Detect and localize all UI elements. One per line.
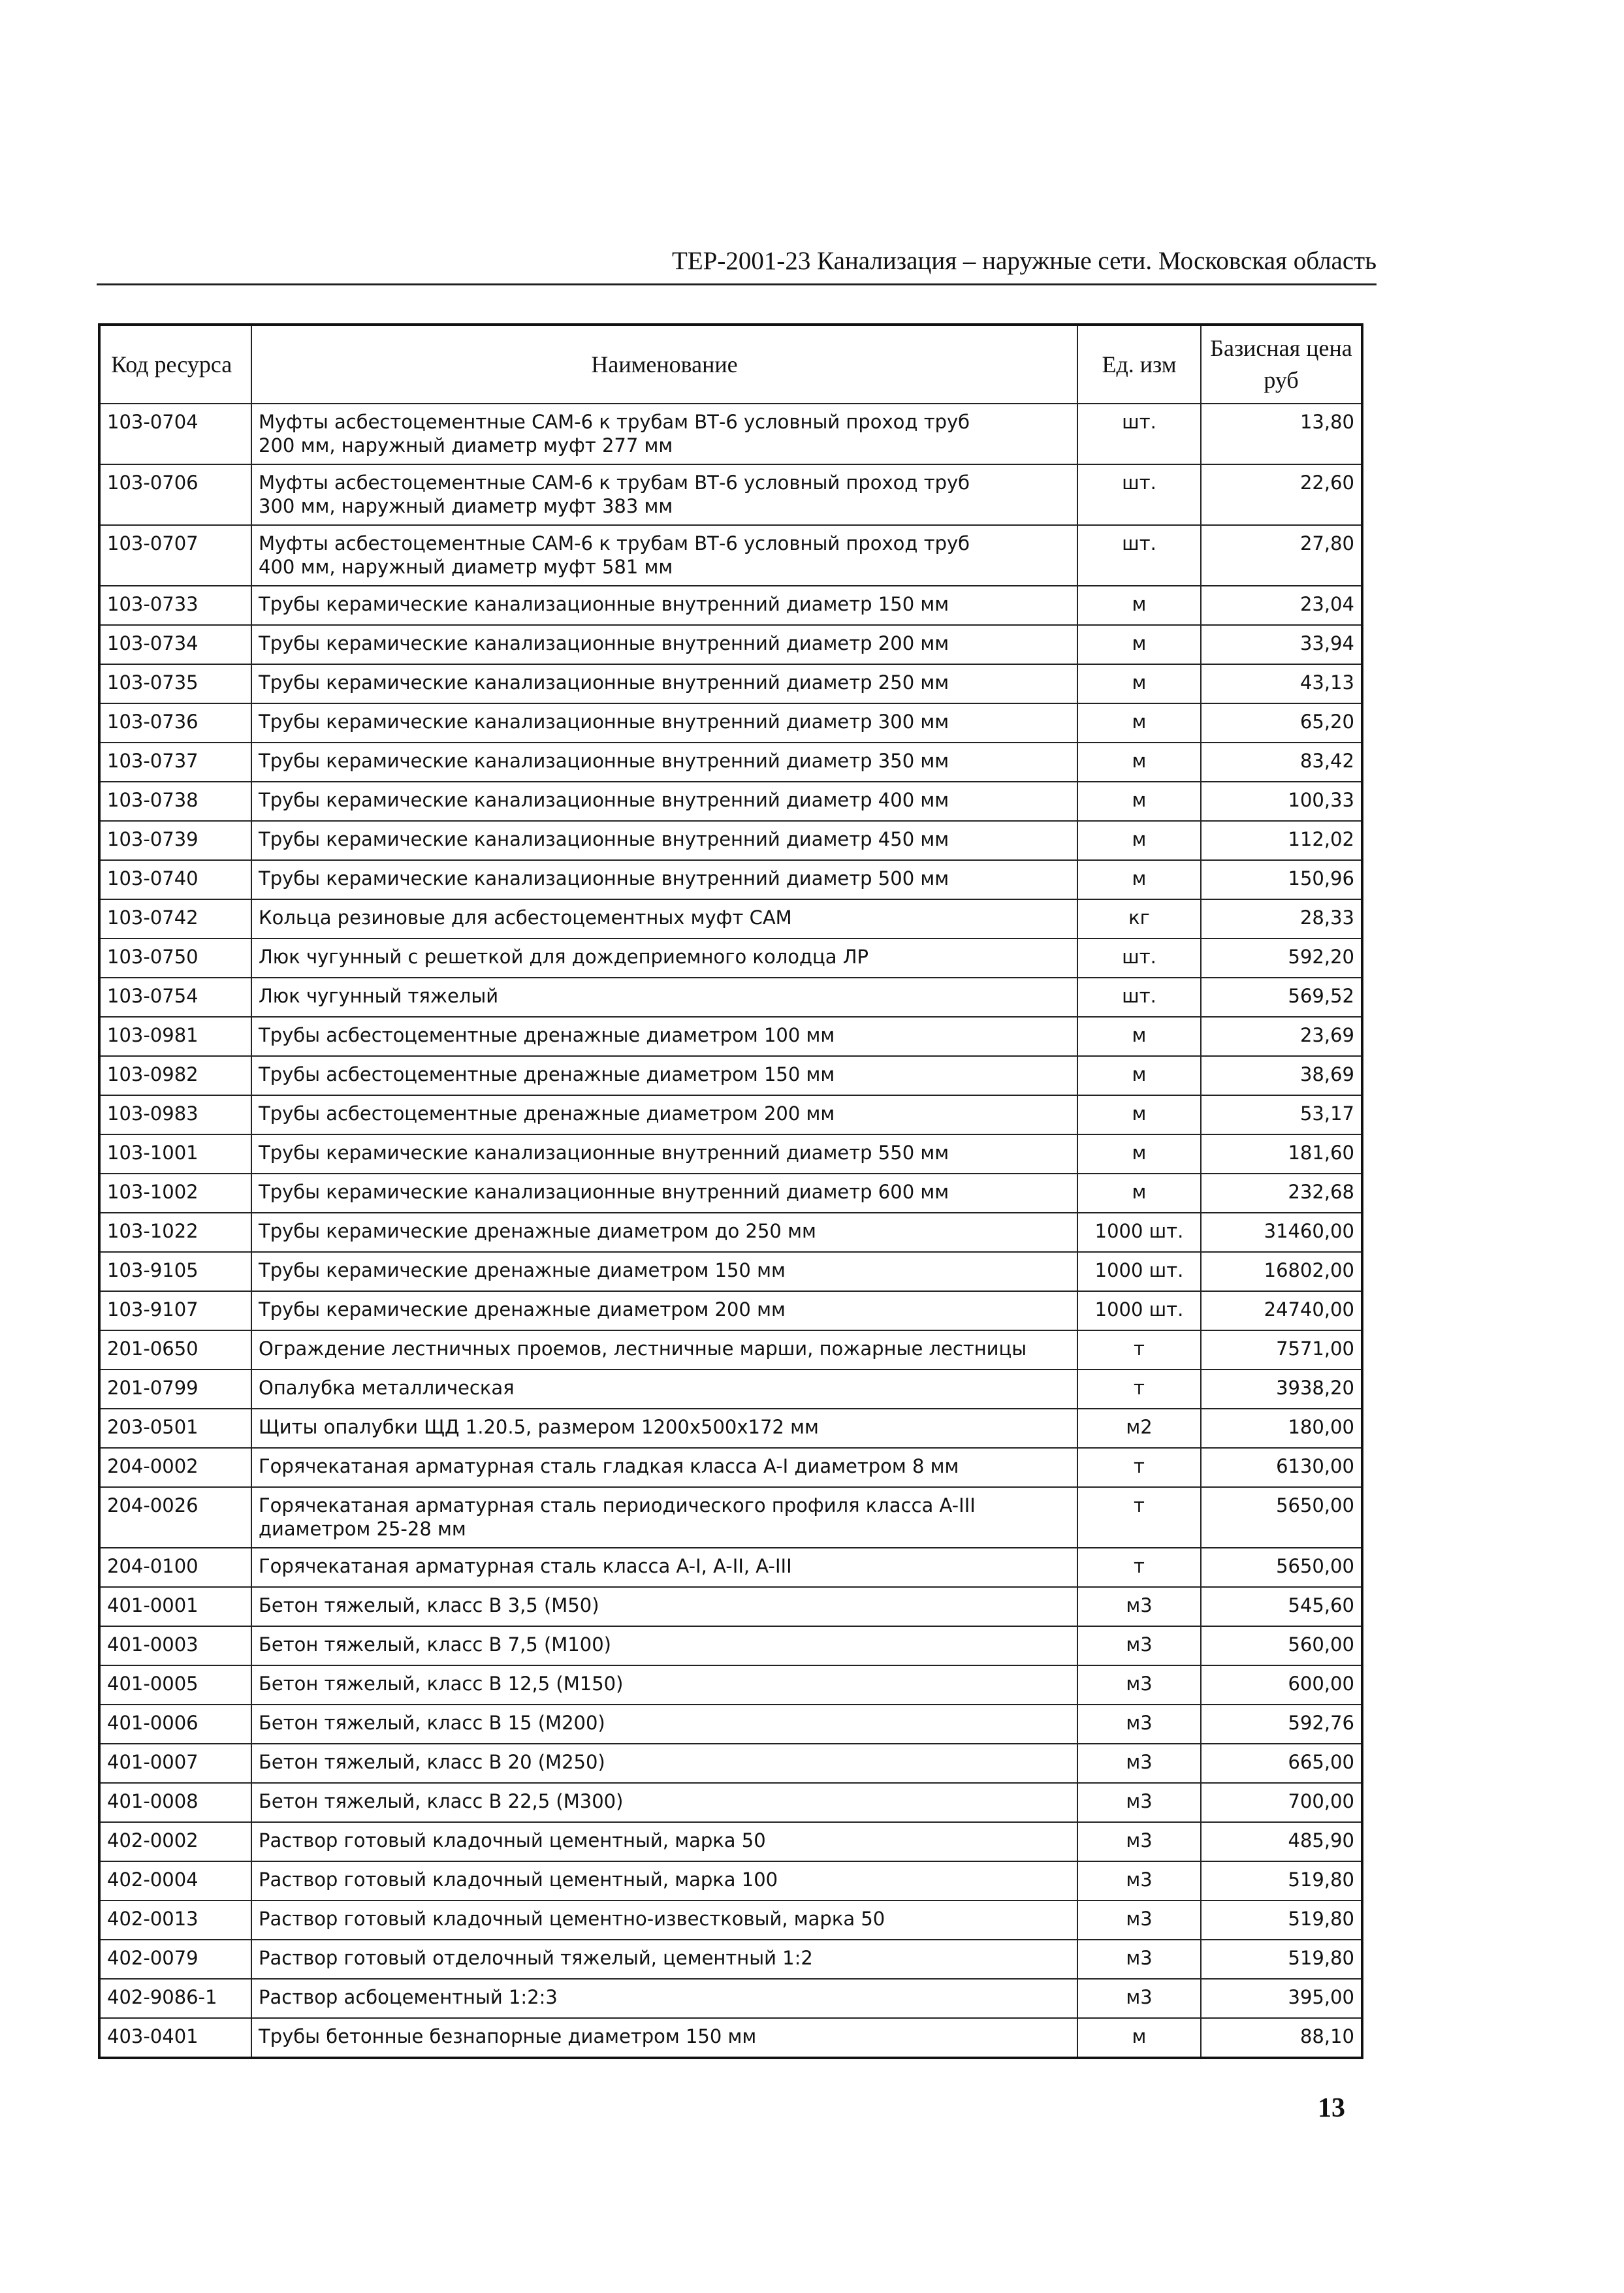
cell-code: 103-0736 [99, 703, 251, 743]
cell-name: Щиты опалубки ЩД 1.20.5, размером 1200х500х172 мм [251, 1409, 1077, 1448]
column-header-price [1201, 325, 1362, 404]
cell-code: 401-0005 [99, 1665, 251, 1705]
table-row [99, 404, 1362, 464]
cell-code: 401-0001 [99, 1587, 251, 1626]
cell-name: Трубы керамические канализационные внутренний диаметр 350 мм [251, 743, 1077, 782]
cell-unit: кг [1077, 899, 1201, 938]
cell-unit: м3 [1077, 1587, 1201, 1626]
table-row [99, 1665, 1362, 1705]
cell-name: Муфты асбестоцементные САМ-6 к трубам ВТ-6 условный проход труб 200 мм, наружный диаметр муфт 277 мм [251, 404, 1077, 464]
cell-code: 103-0704 [99, 404, 251, 464]
cell-name: Трубы керамические канализационные внутренний диаметр 300 мм [251, 703, 1077, 743]
cell-code: 103-0734 [99, 625, 251, 664]
table-row [99, 1409, 1362, 1448]
cell-unit: м3 [1077, 1979, 1201, 2018]
cell-price: 181,60 [1201, 1134, 1362, 1174]
cell-unit: м [1077, 703, 1201, 743]
cell-unit: 1000 шт. [1077, 1213, 1201, 1252]
cell-price: 27,80 [1201, 525, 1362, 586]
cell-name: Горячекатаная арматурная сталь класса A-I, A-II, A-III [251, 1548, 1077, 1587]
cell-name: Трубы керамические канализационные внутренний диаметр 250 мм [251, 664, 1077, 703]
table-row [99, 1134, 1362, 1174]
cell-unit: м [1077, 860, 1201, 899]
cell-price: 395,00 [1201, 1979, 1362, 2018]
cell-name: Трубы керамические канализационные внутренний диаметр 200 мм [251, 625, 1077, 664]
page-number: 13 [1318, 2093, 1345, 2123]
table-row [99, 1587, 1362, 1626]
cell-code: 103-0707 [99, 525, 251, 586]
cell-price: 5650,00 [1201, 1548, 1362, 1587]
column-header-price-line1: Базисная цена [1210, 335, 1352, 362]
cell-price: 31460,00 [1201, 1213, 1362, 1252]
cell-name: Бетон тяжелый, класс В 3,5 (М50) [251, 1587, 1077, 1626]
cell-name: Трубы асбестоцементные дренажные диаметром 200 мм [251, 1095, 1077, 1134]
table-row [99, 938, 1362, 978]
cell-code: 403-0401 [99, 2018, 251, 2058]
cell-name: Трубы керамические канализационные внутренний диаметр 400 мм [251, 782, 1077, 821]
cell-code: 103-0739 [99, 821, 251, 860]
table-row [99, 1626, 1362, 1665]
cell-unit: м [1077, 586, 1201, 625]
cell-price: 16802,00 [1201, 1252, 1362, 1291]
table-row [99, 978, 1362, 1017]
cell-code: 103-0740 [99, 860, 251, 899]
cell-price: 38,69 [1201, 1056, 1362, 1095]
cell-unit: шт. [1077, 525, 1201, 586]
cell-name: Трубы керамические канализационные внутренний диаметр 150 мм [251, 586, 1077, 625]
table-row [99, 1822, 1362, 1861]
cell-price: 150,96 [1201, 860, 1362, 899]
cell-price: 232,68 [1201, 1174, 1362, 1213]
cell-price: 700,00 [1201, 1783, 1362, 1822]
cell-code: 103-0982 [99, 1056, 251, 1095]
cell-unit: м3 [1077, 1626, 1201, 1665]
table-body [99, 404, 1362, 2058]
cell-price: 112,02 [1201, 821, 1362, 860]
column-header-code: Код ресурса [99, 325, 251, 404]
cell-unit: м2 [1077, 1409, 1201, 1448]
cell-code: 103-0735 [99, 664, 251, 703]
cell-code: 103-0738 [99, 782, 251, 821]
table-row [99, 1487, 1362, 1548]
table-row [99, 1940, 1362, 1979]
table-row [99, 1330, 1362, 1370]
table-row [99, 743, 1362, 782]
cell-code: 402-9086-1 [99, 1979, 251, 2018]
cell-unit: т [1077, 1330, 1201, 1370]
cell-code: 204-0026 [99, 1487, 251, 1548]
cell-unit: м [1077, 821, 1201, 860]
cell-unit: шт. [1077, 404, 1201, 464]
table-row [99, 1979, 1362, 2018]
cell-name: Бетон тяжелый, класс В 7,5 (М100) [251, 1626, 1077, 1665]
cell-price: 600,00 [1201, 1665, 1362, 1705]
cell-unit: м [1077, 782, 1201, 821]
cell-code: 103-1001 [99, 1134, 251, 1174]
cell-unit: м [1077, 1056, 1201, 1095]
cell-unit: м [1077, 1095, 1201, 1134]
cell-name: Трубы бетонные безнапорные диаметром 150 мм [251, 2018, 1077, 2058]
cell-unit: т [1077, 1448, 1201, 1487]
table-row [99, 1095, 1362, 1134]
cell-code: 103-1022 [99, 1213, 251, 1252]
table-row [99, 525, 1362, 586]
cell-unit: м3 [1077, 1744, 1201, 1783]
cell-name: Трубы асбестоцементные дренажные диаметром 150 мм [251, 1056, 1077, 1095]
cell-code: 203-0501 [99, 1409, 251, 1448]
cell-name: Трубы асбестоцементные дренажные диаметром 100 мм [251, 1017, 1077, 1056]
cell-price: 592,20 [1201, 938, 1362, 978]
price-table [98, 323, 1363, 2059]
cell-unit: т [1077, 1487, 1201, 1548]
cell-unit: м3 [1077, 1940, 1201, 1979]
cell-name: Раствор готовый отделочный тяжелый, цементный 1:2 [251, 1940, 1077, 1979]
cell-unit: 1000 шт. [1077, 1291, 1201, 1330]
cell-price: 88,10 [1201, 2018, 1362, 2058]
table-row [99, 1252, 1362, 1291]
table-row [99, 1448, 1362, 1487]
cell-price: 6130,00 [1201, 1448, 1362, 1487]
cell-unit: м [1077, 2018, 1201, 2058]
table-row [99, 664, 1362, 703]
table-row [99, 782, 1362, 821]
cell-price: 28,33 [1201, 899, 1362, 938]
cell-name: Раствор готовый кладочный цементно-известковый, марка 50 [251, 1900, 1077, 1940]
cell-unit: м [1077, 1134, 1201, 1174]
cell-code: 103-9107 [99, 1291, 251, 1330]
cell-unit: 1000 шт. [1077, 1252, 1201, 1291]
cell-unit: м3 [1077, 1705, 1201, 1744]
cell-price: 7571,00 [1201, 1330, 1362, 1370]
cell-price: 43,13 [1201, 664, 1362, 703]
table-row [99, 464, 1362, 525]
cell-code: 103-0983 [99, 1095, 251, 1134]
cell-code: 402-0002 [99, 1822, 251, 1861]
cell-unit: шт. [1077, 464, 1201, 525]
cell-price: 65,20 [1201, 703, 1362, 743]
cell-price: 519,80 [1201, 1900, 1362, 1940]
table-row [99, 1900, 1362, 1940]
cell-code: 103-0754 [99, 978, 251, 1017]
cell-price: 22,60 [1201, 464, 1362, 525]
cell-code: 103-0733 [99, 586, 251, 625]
cell-price: 23,69 [1201, 1017, 1362, 1056]
cell-name: Трубы керамические дренажные диаметром 200 мм [251, 1291, 1077, 1330]
table-row [99, 1017, 1362, 1056]
cell-name: Муфты асбестоцементные САМ-6 к трубам ВТ-6 условный проход труб 300 мм, наружный диаметр муфт 383 мм [251, 464, 1077, 525]
cell-unit: м [1077, 743, 1201, 782]
cell-code: 103-0750 [99, 938, 251, 978]
column-header-name: Наименование [251, 325, 1077, 404]
cell-unit: шт. [1077, 938, 1201, 978]
cell-name: Трубы керамические дренажные диаметром до 250 мм [251, 1213, 1077, 1252]
cell-unit: м3 [1077, 1665, 1201, 1705]
cell-code: 401-0007 [99, 1744, 251, 1783]
cell-unit: м3 [1077, 1822, 1201, 1861]
cell-code: 204-0002 [99, 1448, 251, 1487]
cell-unit: м [1077, 1174, 1201, 1213]
cell-code: 401-0008 [99, 1783, 251, 1822]
cell-price: 53,17 [1201, 1095, 1362, 1134]
cell-price: 665,00 [1201, 1744, 1362, 1783]
cell-name: Раствор готовый кладочный цементный, марка 50 [251, 1822, 1077, 1861]
table-row [99, 703, 1362, 743]
cell-code: 201-0799 [99, 1370, 251, 1409]
column-header-price-line2: руб [1264, 367, 1299, 393]
cell-name: Трубы керамические канализационные внутренний диаметр 450 мм [251, 821, 1077, 860]
cell-price: 3938,20 [1201, 1370, 1362, 1409]
page-header-title: ТЕР-2001-23 Канализация – наружные сети. Московская область [672, 247, 1377, 275]
cell-unit: м3 [1077, 1783, 1201, 1822]
table-row [99, 586, 1362, 625]
cell-name: Люк чугунный с решеткой для дождеприемного колодца ЛР [251, 938, 1077, 978]
table-row [99, 1783, 1362, 1822]
column-header-unit: Ед. изм [1077, 325, 1201, 404]
cell-name: Кольца резиновые для асбестоцементных муфт САМ [251, 899, 1077, 938]
cell-price: 569,52 [1201, 978, 1362, 1017]
cell-code: 402-0004 [99, 1861, 251, 1900]
cell-code: 401-0003 [99, 1626, 251, 1665]
cell-name: Горячекатаная арматурная сталь периодического профиля класса A-III диаметром 25-28 мм [251, 1487, 1077, 1548]
cell-name: Раствор асбоцементный 1:2:3 [251, 1979, 1077, 2018]
table-row [99, 1213, 1362, 1252]
cell-price: 5650,00 [1201, 1487, 1362, 1548]
cell-unit: м3 [1077, 1861, 1201, 1900]
cell-unit: т [1077, 1548, 1201, 1587]
table-row [99, 1174, 1362, 1213]
cell-name: Трубы керамические канализационные внутренний диаметр 500 мм [251, 860, 1077, 899]
table-row [99, 1291, 1362, 1330]
cell-price: 13,80 [1201, 404, 1362, 464]
cell-unit: м3 [1077, 1900, 1201, 1940]
header-rule [97, 283, 1377, 285]
cell-code: 402-0079 [99, 1940, 251, 1979]
table-header-row [99, 325, 1362, 404]
cell-name: Горячекатаная арматурная сталь гладкая класса A-I диаметром 8 мм [251, 1448, 1077, 1487]
cell-name: Бетон тяжелый, класс В 20 (М250) [251, 1744, 1077, 1783]
cell-name: Бетон тяжелый, класс В 12,5 (М150) [251, 1665, 1077, 1705]
table-row [99, 860, 1362, 899]
cell-price: 519,80 [1201, 1940, 1362, 1979]
cell-name: Люк чугунный тяжелый [251, 978, 1077, 1017]
table-row [99, 2018, 1362, 2058]
cell-code: 103-0737 [99, 743, 251, 782]
cell-name: Опалубка металлическая [251, 1370, 1077, 1409]
cell-code: 204-0100 [99, 1548, 251, 1587]
cell-code: 103-1002 [99, 1174, 251, 1213]
cell-price: 485,90 [1201, 1822, 1362, 1861]
cell-name: Трубы керамические канализационные внутренний диаметр 550 мм [251, 1134, 1077, 1174]
table-row [99, 1370, 1362, 1409]
cell-unit: шт. [1077, 978, 1201, 1017]
cell-code: 201-0650 [99, 1330, 251, 1370]
cell-name: Бетон тяжелый, класс В 15 (М200) [251, 1705, 1077, 1744]
cell-price: 545,60 [1201, 1587, 1362, 1626]
cell-name: Ограждение лестничных проемов, лестничные марши, пожарные лестницы [251, 1330, 1077, 1370]
cell-unit: м [1077, 1017, 1201, 1056]
cell-price: 83,42 [1201, 743, 1362, 782]
cell-price: 23,04 [1201, 586, 1362, 625]
cell-price: 519,80 [1201, 1861, 1362, 1900]
table-row [99, 625, 1362, 664]
cell-price: 33,94 [1201, 625, 1362, 664]
table-row [99, 1744, 1362, 1783]
cell-unit: т [1077, 1370, 1201, 1409]
cell-code: 103-0742 [99, 899, 251, 938]
cell-code: 103-0706 [99, 464, 251, 525]
cell-price: 24740,00 [1201, 1291, 1362, 1330]
table-row [99, 1548, 1362, 1587]
table-row [99, 1705, 1362, 1744]
table-row [99, 1056, 1362, 1095]
cell-unit: м [1077, 664, 1201, 703]
table-row [99, 899, 1362, 938]
table-row [99, 821, 1362, 860]
cell-price: 100,33 [1201, 782, 1362, 821]
cell-name: Бетон тяжелый, класс В 22,5 (М300) [251, 1783, 1077, 1822]
cell-name: Трубы керамические дренажные диаметром 150 мм [251, 1252, 1077, 1291]
cell-price: 592,76 [1201, 1705, 1362, 1744]
cell-price: 180,00 [1201, 1409, 1362, 1448]
cell-price: 560,00 [1201, 1626, 1362, 1665]
cell-name: Трубы керамические канализационные внутренний диаметр 600 мм [251, 1174, 1077, 1213]
table-header [99, 325, 1362, 404]
cell-code: 103-0981 [99, 1017, 251, 1056]
cell-code: 103-9105 [99, 1252, 251, 1291]
cell-name: Раствор готовый кладочный цементный, марка 100 [251, 1861, 1077, 1900]
cell-name: Муфты асбестоцементные САМ-6 к трубам ВТ-6 условный проход труб 400 мм, наружный диаметр муфт 581 мм [251, 525, 1077, 586]
table-row [99, 1861, 1362, 1900]
cell-code: 401-0006 [99, 1705, 251, 1744]
cell-unit: м [1077, 625, 1201, 664]
cell-code: 402-0013 [99, 1900, 251, 1940]
